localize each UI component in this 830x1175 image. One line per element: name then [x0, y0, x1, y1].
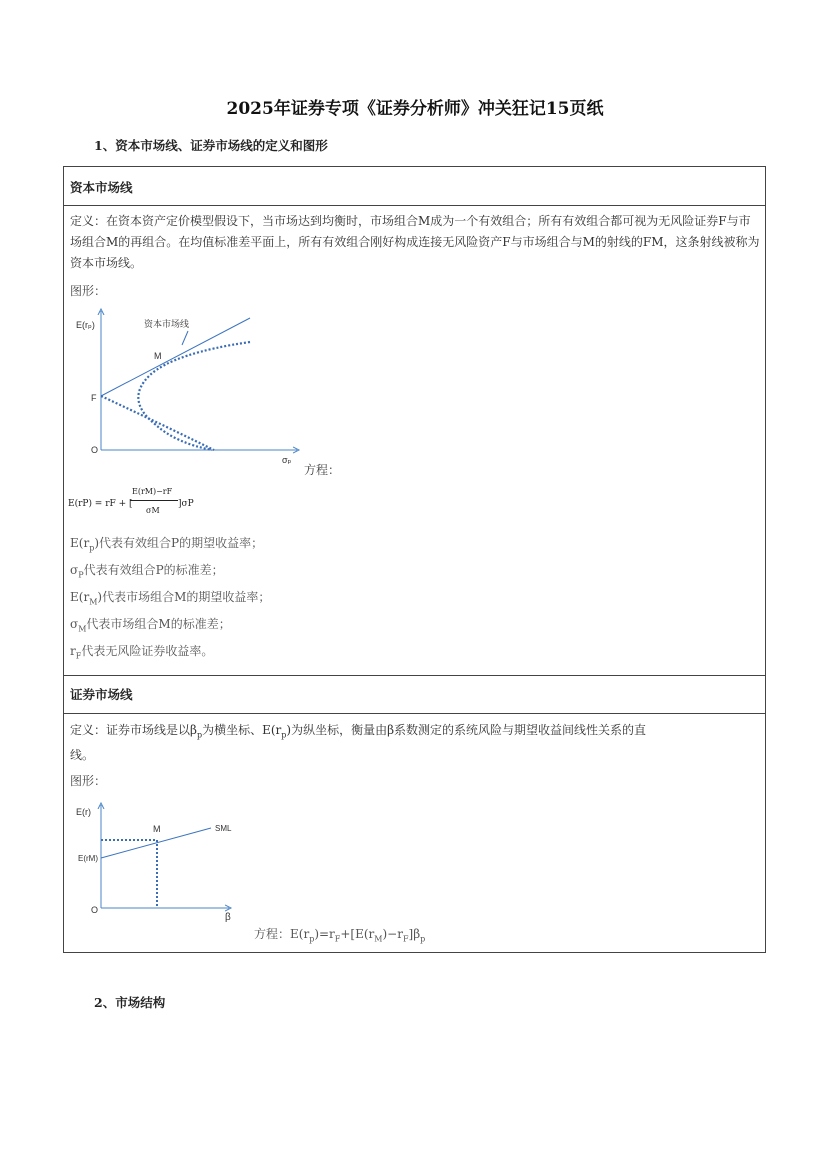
sml-origin: O: [91, 905, 99, 915]
table-divider: [64, 205, 765, 206]
sml-line-label: SML: [215, 824, 232, 833]
cml-chart: [64, 305, 324, 470]
table-divider: [64, 675, 765, 676]
cml-header: 资本市场线: [70, 180, 133, 195]
cml-line: [101, 318, 250, 396]
section-heading-2: 2、市场结构: [94, 995, 166, 1010]
formula-rhs: ]σP: [178, 499, 194, 509]
definition-table: [63, 166, 766, 953]
sml-x-label: β: [225, 912, 231, 923]
var-line-4: $\sigma_M$代表市场组合M的标准差；: [70, 617, 231, 634]
var-line-3: $E(r_M)$代表市场组合M的期望收益率；: [70, 590, 271, 607]
section-heading-1: 1、资本市场线、证券市场线的定义和图形: [94, 138, 328, 153]
cml-equation-label: 方程：: [304, 463, 341, 477]
formula-denominator: σM: [146, 506, 160, 515]
sml-equation: 方程：$E(r_p)=r_F+[E(r_M)-r_F]\beta_p$: [254, 927, 426, 944]
table-divider: [64, 713, 765, 714]
sml-definition: 定义：证券市场线是以$\beta_p$为横坐标、$E(r_p)$为纵坐标，衡量由β系数测定的系统风险与期望收益间线性关系的直 线。: [70, 723, 647, 763]
cml-point-f: F: [91, 393, 97, 403]
var-line-5: $r_F$代表无风险证券收益率。: [70, 644, 214, 661]
cml-graph-label: 图形：: [70, 284, 107, 298]
sml-y-label: E(r): [76, 807, 91, 817]
cml-point-m: M: [154, 351, 162, 361]
sml-header: 证券市场线: [70, 687, 133, 702]
cml-x-label: σₚ: [282, 455, 292, 465]
var-line-1: $E(r_p)$代表有效组合P的期望收益率；: [70, 536, 264, 553]
sml-point-m: M: [153, 824, 161, 834]
sml-graph-label: 图形：: [70, 774, 107, 788]
feasible-lower-line: [101, 396, 214, 450]
cml-formula: [68, 487, 208, 527]
formula-numerator: E(rM)−rF: [132, 487, 173, 496]
formula-lhs: E(rP) = rF + [: [68, 499, 133, 509]
sml-y-mark: E(rM): [78, 854, 98, 863]
var-line-2: $\sigma_P$代表有效组合P的标准差；: [70, 563, 224, 580]
cml-origin: O: [91, 445, 99, 455]
cml-definition: 定义：在资本资产定价模型假设下，当市场达到均衡时，市场组合M成为一个有效组合；所有有效组合都可视为无风险证券F与市场组合M的再组合。在均值标准差平面上，所有有效组合刚好构成连接无风险资产F与市场组合与M的射线的FM，这条射线被称为资本市场线。: [70, 214, 760, 270]
cml-curve-label: 资本市场线: [144, 319, 190, 329]
cml-label-pointer: [182, 331, 188, 345]
page-title: 2025年证券专项《证券分析师》冲关狂记15页纸: [226, 99, 604, 119]
cml-y-label: E(rₚ): [76, 320, 95, 330]
sml-chart: [64, 799, 264, 924]
